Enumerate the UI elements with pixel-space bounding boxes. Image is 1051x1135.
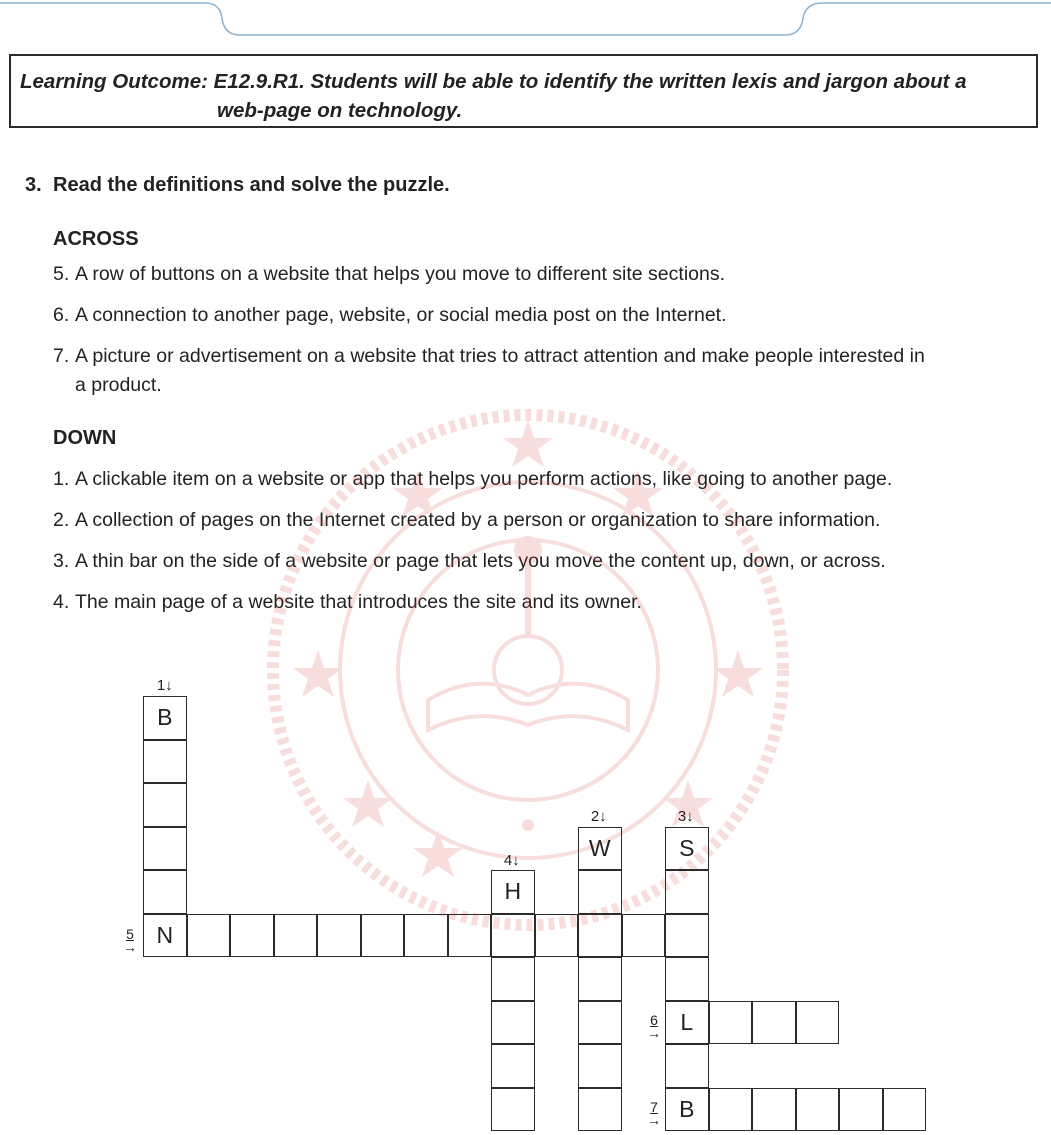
crossword-cell[interactable] [578,1044,622,1088]
across-clue-5: 5. A row of buttons on a website that helps you move to different site sections. [53,263,726,285]
crossword-cell-given[interactable]: W [578,827,622,871]
clue-label-1-down: 1↓ [156,677,173,694]
clue-label-2-down: 2↓ [590,808,607,825]
crossword-cell[interactable] [883,1088,927,1132]
crossword-cell[interactable] [665,1044,709,1088]
crossword-cell[interactable] [491,1001,535,1045]
crossword-cell-given[interactable]: B [143,696,187,740]
crossword-cell[interactable] [491,1088,535,1132]
crossword-cell[interactable] [578,914,622,958]
page-top-tab [0,0,1051,40]
down-clue-3: 3. A thin bar on the side of a website or page that lets you move the content up, down, or across. [53,550,886,572]
across-clue-7: 7. A picture or advertisement on a website that tries to attract attention and make people interested in a product. [53,345,925,396]
crossword-cell[interactable] [578,1088,622,1132]
crossword-cell[interactable] [143,783,187,827]
learning-outcome-line-2: web-page on technology. [217,99,463,122]
across-heading: ACROSS [53,228,139,250]
crossword-cell[interactable] [448,914,492,958]
crossword-cell[interactable] [578,957,622,1001]
crossword-cell[interactable] [143,740,187,784]
crossword-cell[interactable] [796,1088,840,1132]
crossword-cell[interactable] [274,914,318,958]
crossword-cell[interactable] [143,870,187,914]
crossword-cell[interactable] [665,870,709,914]
crossword-cell[interactable] [665,957,709,1001]
clue-label-7-across: 7 → [647,1099,661,1128]
crossword-cell[interactable] [622,914,666,958]
crossword-cell-given[interactable]: B [665,1088,709,1132]
crossword-cell[interactable] [491,914,535,958]
task-text: Read the definitions and solve the puzzle. [53,174,450,196]
crossword-cell[interactable] [317,914,361,958]
crossword-cell[interactable] [491,1044,535,1088]
learning-outcome-box [9,54,1038,128]
crossword-cell[interactable] [404,914,448,958]
crossword-cell[interactable] [578,870,622,914]
crossword-cell[interactable] [752,1088,796,1132]
crossword-cell[interactable] [578,1001,622,1045]
crossword-cell[interactable] [535,914,579,958]
crossword-cell[interactable] [665,914,709,958]
task-instruction [25,174,450,197]
down-clue-2: 2. A collection of pages on the Internet created by a person or organization to share information. [53,509,881,531]
clue-label-6-across: 6 → [647,1012,661,1041]
across-clue-6: 6. A connection to another page, website, or social media post on the Internet. [53,304,727,326]
crossword-cell-given[interactable]: N [143,914,187,958]
down-clue-4: 4. The main page of a website that introduces the site and its owner. [53,591,642,613]
crossword-cell[interactable] [491,957,535,1001]
clue-label-5-across: 5 → [123,926,137,955]
crossword-cell[interactable] [709,1001,753,1045]
down-clue-1: 1. A clickable item on a website or app that helps you perform actions, like going to another page. [53,468,893,490]
crossword-cell-given[interactable]: L [665,1001,709,1045]
crossword-cell-given[interactable]: H [491,870,535,914]
crossword-cell[interactable] [796,1001,840,1045]
crossword-cell[interactable] [143,827,187,871]
clue-label-4-down: 4↓ [503,852,520,869]
crossword-cell[interactable] [752,1001,796,1045]
crossword-cell[interactable] [709,1088,753,1132]
clue-label-3-down: 3↓ [677,808,694,825]
crossword-cell-given[interactable]: S [665,827,709,871]
crossword-cell[interactable] [187,914,231,958]
crossword-cell[interactable] [230,914,274,958]
task-number: 3. [25,174,42,196]
crossword-cell[interactable] [361,914,405,958]
learning-outcome-line-1: Learning Outcome: E12.9.R1. Students will be able to identify the written lexis and jargon about a [20,70,967,93]
down-heading: DOWN [53,427,117,449]
crossword-cell[interactable] [839,1088,883,1132]
